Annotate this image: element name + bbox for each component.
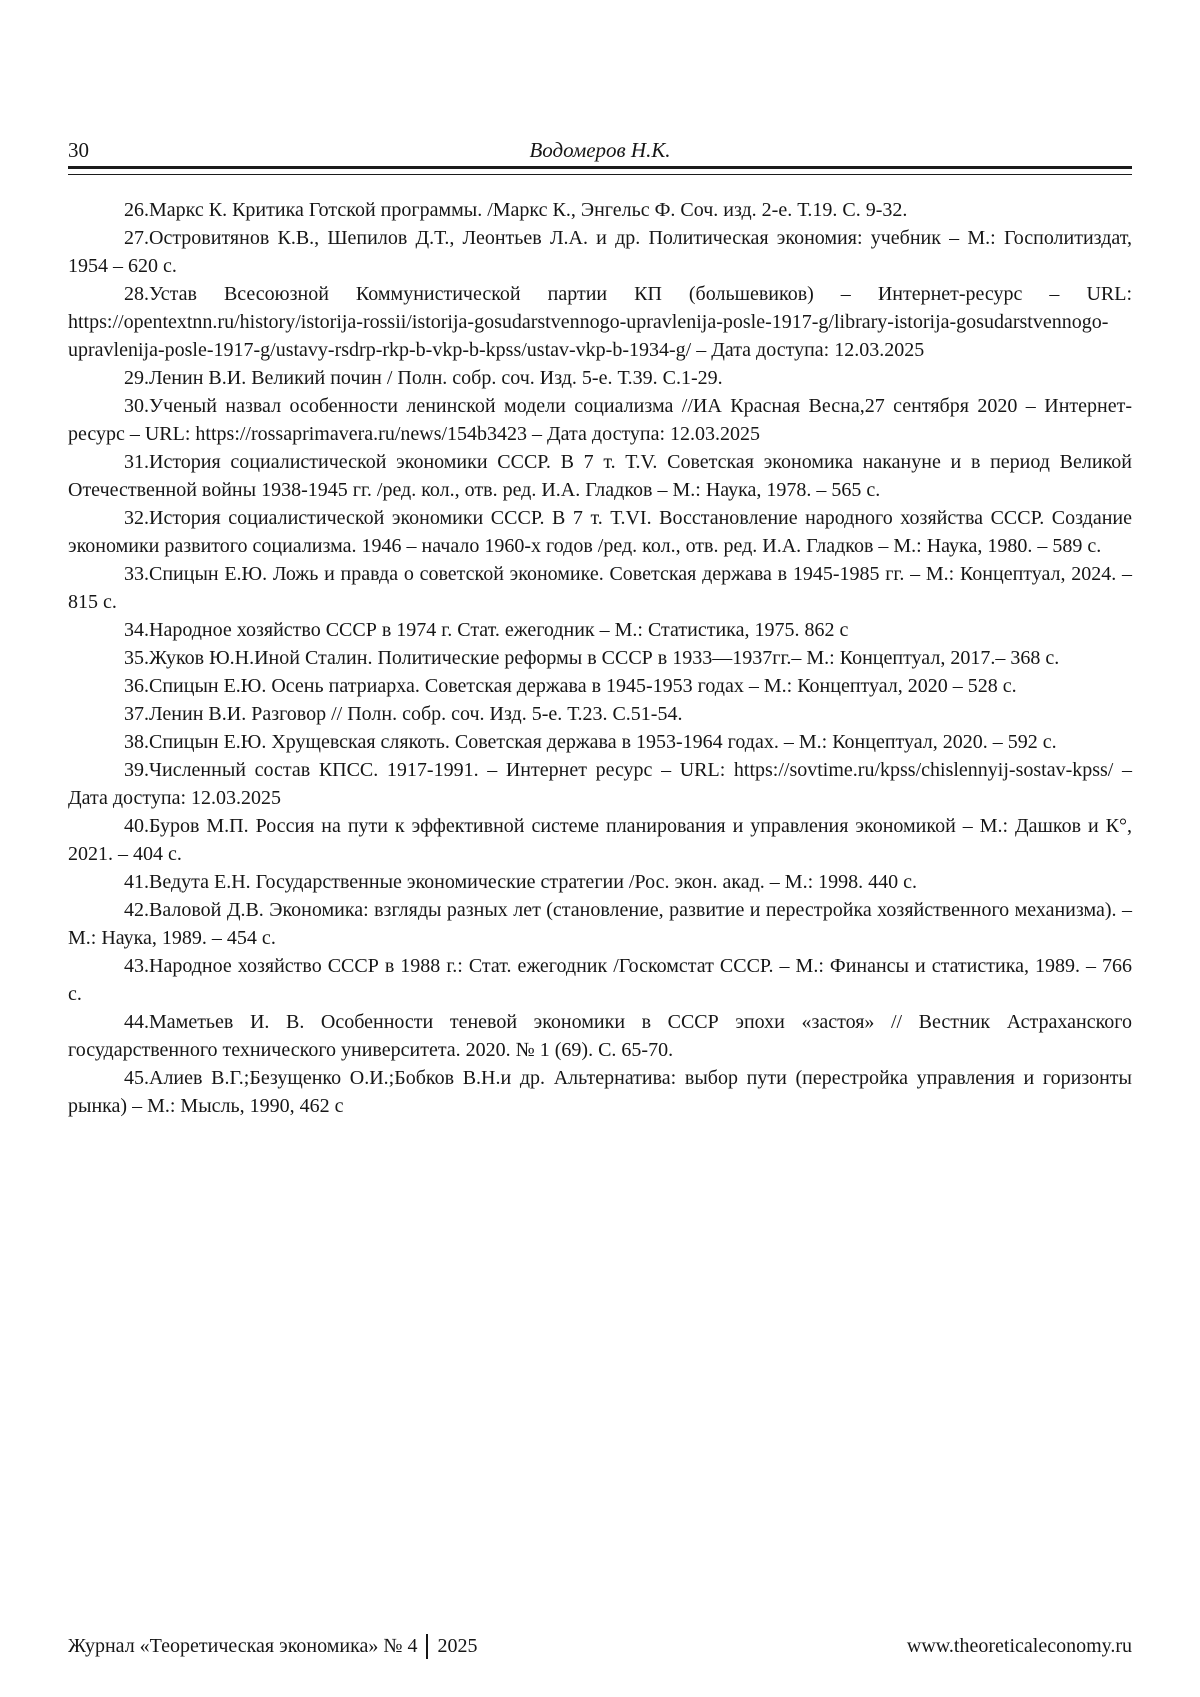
reference-text: Спицын Е.Ю. Хрущевская слякоть. Советская держава в 1953-1964 годах. – М.: Концептуал, 2020. – 592 с. [149,731,1057,753]
reference-text: Маркс К. Критика Готской программы. /Маркс К., Энгельс Ф. Соч. изд. 2-е. Т.19. С. 9-32. [149,199,908,221]
reference-number: 42. [124,899,149,921]
reference-text: Буров М.П. Россия на пути к эффективной системе планирования и управления экономикой – М.: Дашков и К°, 2021. – 404 с. [68,815,1132,865]
reference-text: Спицын Е.Ю. Ложь и правда о советской экономике. Советская держава в 1945-1985 гг. – М.: Концептуал, 2024. – 815 с. [68,563,1132,613]
reference-item [68,952,1132,1008]
reference-number: 33. [124,563,149,585]
reference-item [68,616,1132,644]
reference-number: 44. [124,1011,149,1033]
page-number: 30 [68,138,89,162]
reference-text: Численный состав КПСС. 1917-1991. – Интернет ресурс – URL: https://sovtime.ru/kpss/chislennyij-sostav-kpss/ – Дата доступа: 12.03.2025 [68,759,1132,809]
reference-text: Ленин В.И. Разговор // Полн. собр. соч. Изд. 5-е. Т.23. С.51-54. [149,703,683,725]
journal-title: Журнал «Теоретическая экономика» № 4 [68,1635,418,1657]
reference-text: Островитянов К.В., Шепилов Д.Т., Леонтьев Л.А. и др. Политическая экономия: учебник – М.: Госполитиздат, 1954 – 620 с. [68,227,1132,277]
reference-number: 39. [124,759,149,781]
reference-text: Спицын Е.Ю. Осень патриарха. Советская держава в 1945-1953 годах – М.: Концептуал, 2020 – 528 с. [149,675,1017,697]
reference-text: История социалистической экономики СССР. В 7 т. Т.V. Советская экономика накануне и в период Великой Отечественной войны 1938-1945 гг. /ред. кол., отв. ред. И.А. Гладков – М.: Наука, 1978. – 565 с. [68,451,1132,501]
reference-number: 26. [124,199,149,221]
reference-item [68,1008,1132,1064]
reference-text: Устав Всесоюзной Коммунистической партии КП (большевиков) – Интернет-ресурс – URL: https://opentextnn.ru/history/istorija-rossii/istorija-gosudarstvennogo-upravlenija-posle-1917-g/library-istorija-gosudarstvennogo-upravlenija-posle-1917-g/ustavy-rsdrp-rkp-b-vkp-b-kpss/ustav-vkp-b-1934-g/ – Дата доступа: 12.03.2025 [68,283,1132,361]
reference-item [68,280,1132,364]
reference-number: 32. [124,507,149,529]
reference-item [68,644,1132,672]
reference-text: Ведута Е.Н. Государственные экономические стратегии /Рос. экон. акад. – М.: 1998. 440 с. [149,871,918,893]
page-header [68,138,1132,175]
reference-number: 40. [124,815,149,837]
reference-item [68,1064,1132,1120]
reference-item [68,448,1132,504]
reference-text: Народное хозяйство СССР в 1988 г.: Стат. ежегодник /Госкомстат СССР. – М.: Финансы и статистика, 1989. – 766 с. [68,955,1132,1005]
footer-divider-bar [426,1634,428,1659]
reference-item [68,728,1132,756]
references-list [68,196,1132,1120]
reference-number: 37. [124,703,149,725]
reference-text: Народное хозяйство СССР в 1974 г. Стат. ежегодник – М.: Статистика, 1975. 862 с [149,619,849,641]
reference-item [68,812,1132,868]
reference-number: 35. [124,647,149,669]
reference-number: 30. [124,395,149,417]
journal-year: 2025 [437,1635,478,1657]
reference-item [68,224,1132,280]
reference-text: Маметьев И. В. Особенности теневой экономики в СССР эпохи «застоя» // Вестник Астраханского государственного технического университета. 2020. № 1 (69). С. 65-70. [68,1011,1132,1061]
reference-item [68,504,1132,560]
journal-website: www.theoreticaleconomy.ru [906,1635,1132,1657]
reference-item [68,196,1132,224]
reference-item [68,672,1132,700]
reference-item [68,364,1132,392]
reference-item [68,896,1132,952]
reference-number: 43. [124,955,149,977]
reference-text: Жуков Ю.Н.Иной Сталин. Политические реформы в СССР в 1933—1937гг.– М.: Концептуал, 2017.– 368 с. [149,647,1060,669]
reference-number: 38. [124,731,149,753]
header-rule [68,166,1132,175]
reference-text: История социалистической экономики СССР. В 7 т. Т.VI. Восстановление народного хозяйства СССР. Создание экономики развитого социализма. 1946 – начало 1960-х годов /ред. кол., отв. ред. И.А. Гладков – М.: Наука, 1980. – 589 с. [68,507,1132,557]
reference-item [68,756,1132,812]
reference-text: Алиев В.Г.;Безущенко О.И.;Бобков В.Н.и др. Альтернатива: выбор пути (перестройка управления и горизонты рынка) – М.: Мысль, 1990, 462 с [68,1067,1132,1117]
reference-item [68,560,1132,616]
reference-number: 31. [124,451,149,473]
running-title: Водомеров Н.К. [529,138,671,162]
reference-item [68,392,1132,448]
reference-number: 34. [124,619,149,641]
reference-number: 27. [124,227,149,249]
reference-number: 36. [124,675,149,697]
reference-text: Ленин В.И. Великий почин / Полн. собр. соч. Изд. 5-е. Т.39. С.1-29. [149,367,723,389]
reference-item [68,868,1132,896]
page-footer [68,1633,1132,1659]
reference-number: 29. [124,367,149,389]
reference-item [68,700,1132,728]
reference-number: 28. [124,283,149,305]
reference-number: 45. [124,1067,149,1089]
reference-text: Валовой Д.В. Экономика: взгляды разных лет (становление, развитие и перестройка хозяйственного механизма). – М.: Наука, 1989. – 454 с. [68,899,1132,949]
footer-journal-info [68,1633,477,1659]
reference-number: 41. [124,871,149,893]
header-row [68,138,1132,162]
reference-text: Ученый назвал особенности ленинской модели социализма //ИА Красная Весна,27 сентября 2020 – Интернет-ресурс – URL: https://rossaprimavera.ru/news/154b3423 – Дата доступа: 12.03.2025 [68,395,1132,445]
